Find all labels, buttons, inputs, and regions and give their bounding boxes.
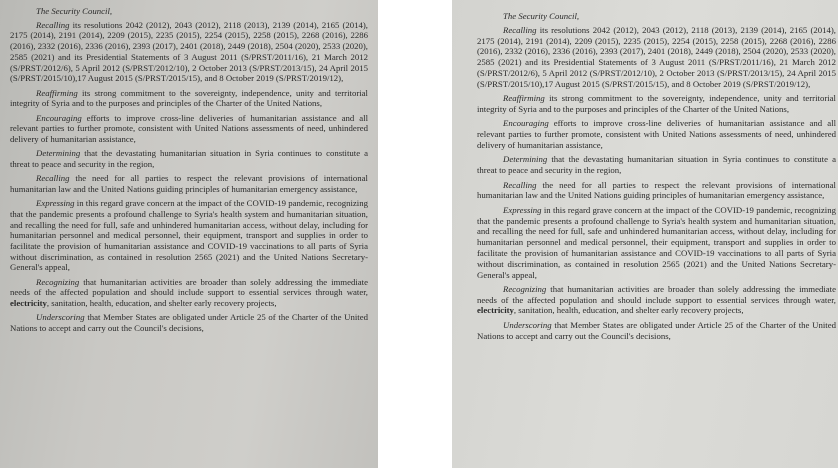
paragraph-determining: Determining that the devastating humanitarian situation in Syria continues to constitute a threat to peace and security in the region, <box>477 154 836 176</box>
paragraph-expressing: Expressing in this regard grave concern at the impact of the COVID-19 pandemic, recognizing that the pandemic presents a profound challenge to Syria's health system and humanitarian situation, and recalling the need for full, safe and unhindered humanitarian access, without delay, including for humanitarian personnel and medical personnel, their equipment, transport and supplies in order to facilitate the provision of humanitarian assistance and COVID-19 vaccinations to all parts of Syria without discrimination, as contained in resolution 2565 (2021) and the United Nations Secretary-General's appeal, <box>477 204 836 280</box>
paragraph-expressing: Expressing in this regard grave concern at the impact of the COVID-19 pandemic, recognizing that the pandemic presents a profound challenge to Syria's health system and humanitarian situation, and recalling the need for full, safe and unhindered humanitarian access, without delay, including for humanitarian personnel and medical personnel, their equipment, transport and supplies in order to facilitate the provision of humanitarian assistance and COVID-19 vaccinations to all parts of Syria without discrimination, as contained in resolution 2565 (2021) and the United Nations Secretary-General's appeal, <box>10 198 368 273</box>
left-page-photo <box>0 0 378 468</box>
paragraph-recognizing: Recognizing that humanitarian activities are broader than solely addressing the immediate needs of the affected population and should include support to essential services through water, electricity, sanitation, health, education, and shelter early recovery projects, <box>477 283 836 316</box>
right-page-photo <box>452 0 838 468</box>
paragraph-recognizing: Recognizing that humanitarian activities are broader than solely addressing the immediate needs of the affected population and should include support to essential services through water, electricity, sanitation, health, education, and shelter early recovery projects, <box>10 276 368 309</box>
paragraph-determining: Determining that the devastating humanitarian situation in Syria continues to constitute a threat to peace and security in the region, <box>10 148 368 169</box>
paragraph-recalling-ihl: Recalling the need for all parties to respect the relevant provisions of international humanitarian law and the United Nations guiding principles of humanitarian emergency assistance, <box>477 179 836 201</box>
paragraph-reaffirming: Reaffirming its strong commitment to the sovereignty, independence, unity and territorial integrity of Syria and to the purposes and principles of the Charter of the United Nations, <box>477 93 836 114</box>
paragraph-underscoring: Underscoring that Member States are obligated under Article 25 of the Charter of the United Nations to accept and carry out the Council's decisions, <box>10 312 368 334</box>
paragraph-encouraging: Encouraging efforts to improve cross-line deliveries of humanitarian assistance and all relevant parties to further promote, consistent with United Nations assessments of need, unhindered delivery of humanitarian assistance, <box>477 118 836 150</box>
paragraph-encouraging: Encouraging efforts to improve cross-line deliveries of humanitarian assistance and all relevant parties to further promote, consistent with United Nations assessments of need, unhindered delivery of humanitarian assistance, <box>10 112 368 144</box>
photo-gap <box>378 0 452 468</box>
paragraph-recalling-ihl: Recalling the need for all parties to respect the relevant provisions of international humanitarian law and the United Nations guiding principles of humanitarian emergency assistance, <box>10 173 368 194</box>
paragraph-reaffirming: Reaffirming its strong commitment to the sovereignty, independence, unity and territorial integrity of Syria and to the purposes and principles of the Charter of the United Nations, <box>10 87 368 109</box>
doc-heading: The Security Council, <box>503 11 580 21</box>
doc-heading: The Security Council, <box>36 6 113 16</box>
paragraph-recalling-resolutions: Recalling its resolutions 2042 (2012), 2043 (2012), 2118 (2013), 2139 (2014), 2165 (2014), 2175 (2014), 2191 (2014), 2209 (2015), 2235 (2015), 2254 (2015), 2258 (2015), 2268 (2016), 2286 (2016), 2332 (2016), 2336 (2016), 2393 (2017), 2401 (2018), 2449 (2018), 2504 (2020), 2533 (2020), 2585 (2021) and its Presidential Statements of 3 August 2011 (S/PRST/2011/16), 21 March 2012 (S/PRST/2012/6), 5 April 2012 (S/PRST/2012/10), 2 October 2013 (S/PRST/2013/15), 24 April 2015 (S/PRST/2015/10),17 August 2015 (S/PRST/2015/15), and 8 October 2019 (S/PRST/2019/12), <box>10 19 368 84</box>
paragraph-recalling-resolutions: Recalling its resolutions 2042 (2012), 2043 (2012), 2118 (2013), 2139 (2014), 2165 (2014), 2175 (2014), 2191 (2014), 2209 (2015), 2235 (2015), 2254 (2015), 2258 (2015), 2268 (2016), 2286 (2016), 2332 (2016), 2336 (2016), 2393 (2017), 2401 (2018), 2449 (2018), 2504 (2020), 2533 (2020), 2585 (2021) and its Presidential Statements of 3 August 2011 (S/PRST/2011/16), 21 March 2012 (S/PRST/2012/6), 5 April 2012 (S/PRST/2012/10), 2 October 2013 (S/PRST/2013/15), 24 April 2015 (S/PRST/2015/10),17 August 2015 (S/PRST/2015/15), and 8 October 2019 (S/PRST/2019/12), <box>477 24 836 89</box>
paragraph-underscoring: Underscoring that Member States are obligated under Article 25 of the Charter of the United Nations to accept and carry out the Council's decisions, <box>477 319 836 341</box>
